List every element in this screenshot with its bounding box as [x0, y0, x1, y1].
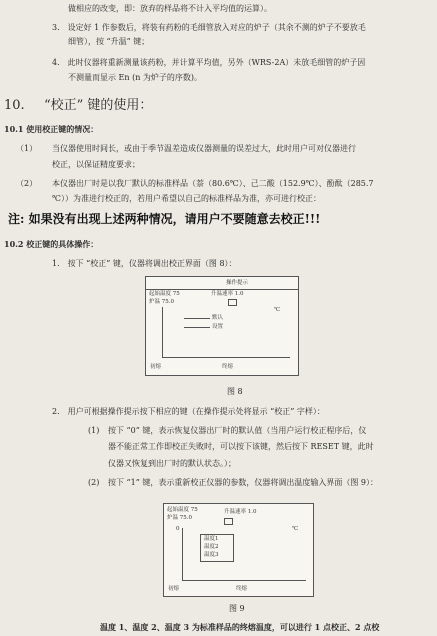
text-line: ℃））为准进行校正的，若用户希望以自己的标准样品为准，亦可进行校正： — [52, 194, 321, 203]
axis-zero: 0 — [176, 526, 180, 532]
subsection-heading: 10.2 校正键的具体操作： — [4, 239, 99, 249]
subsection-heading: 10.1 使用校正键的情况： — [4, 124, 99, 134]
temp1-label: 温度1 — [204, 536, 219, 542]
final-melt-label: 终熔 — [236, 586, 248, 592]
step-text: 2. 用户可根据操作提示按下相应的键（在操作提示处将显示 “校正” 字样）： — [52, 407, 325, 416]
text-line: 按下 “0” 键，表示恢复仪器出厂时的默认值（当用户运行校正程序后，仪 — [108, 426, 367, 435]
legend-line — [184, 318, 210, 319]
text-line: 当仪器使用时间长，或由于季节温差造成仪器测量的误差过大，此时用户可对仪器进行 — [52, 144, 356, 153]
divider — [146, 289, 298, 290]
list-marker: （1） — [16, 144, 38, 153]
unit-label: ℃ — [274, 307, 281, 313]
figure-9-screen — [163, 503, 314, 597]
section-title: “校正” 键的使用： — [44, 98, 153, 113]
x-axis — [182, 580, 306, 581]
rate: 升温速率 1.0 — [224, 509, 257, 515]
y-axis — [162, 307, 163, 357]
rate: 升温速率 1.0 — [211, 291, 244, 297]
hint-label: 操作提示 — [226, 280, 249, 286]
text-line: 仪器又恢复到出厂时的默认状态。）； — [108, 459, 236, 468]
y-axis — [182, 528, 183, 580]
status-box — [228, 299, 237, 306]
figure-8-screen — [145, 276, 299, 376]
start-temp: 起始温度 75 — [167, 507, 198, 513]
list-marker: （2） — [16, 179, 38, 188]
section-number: 10. — [4, 98, 25, 113]
default-label: 默认 — [212, 315, 224, 321]
text-line: 按下 “1” 键，表示重新校正仪器的参数，仪器将调出温度输入界面（图 9）： — [108, 478, 378, 487]
list-marker: (2) — [88, 478, 100, 487]
figure-caption: 图 8 — [227, 387, 243, 396]
temp3-label: 温度3 — [204, 552, 219, 558]
x-axis — [162, 357, 290, 358]
text-line: 校正，以保证精度要求； — [52, 160, 140, 169]
initial-melt-label: 初熔 — [168, 586, 180, 592]
final-melt-label: 终熔 — [222, 364, 234, 370]
start-temp: 起始温度 75 — [149, 291, 180, 297]
legend-line — [184, 327, 210, 328]
temp2-label: 温度2 — [204, 544, 219, 550]
status-box — [224, 518, 233, 525]
unit-label: ℃ — [292, 526, 299, 532]
text-line: 不测量而显示 En (n 为炉子的序数)。 — [68, 73, 203, 82]
actual-label: 设置 — [212, 324, 224, 330]
text-line: 4. 此时仪器将重新测量该药粉，并计算平均值，另外（WRS-2A）未放毛细管的炉子因 — [52, 58, 366, 67]
step-text: 1. 按下 “校正” 键，仪器将调出校正界面（图 8）： — [52, 259, 237, 268]
text-line: 3. 设定好 1 作参数后，将装有药粉的毛细管放入对应的炉子（其余不测的炉子不要放毛 — [52, 23, 366, 32]
text-line: 温度 1、温度 2、温度 3 为标准样品的终熔温度，可以进行 1 点校正、2 点校 — [100, 622, 380, 632]
list-marker: (1) — [88, 426, 100, 435]
initial-melt-label: 初熔 — [150, 364, 162, 370]
warning-note: 注: 如果没有出现上述两种情况，请用户不要随意去校正!!! — [8, 212, 321, 226]
furnace-temp: 炉温 75.0 — [167, 515, 192, 521]
text-line: 本仪器出厂时是以我厂默认的标准样品（萘（80.6℃）、己二酸（152.9℃）、酚酞（285.7 — [52, 179, 374, 188]
furnace-temp: 炉温 75.0 — [149, 299, 174, 305]
text-line: 细管），按 “升温” 键； — [68, 37, 150, 46]
text-line: 做相应的改变，即：放弃的样品将不计入平均值的运算）。 — [68, 4, 272, 13]
figure-caption: 图 9 — [229, 604, 245, 613]
text-line: 器不能正常工作即校正失败时，可以按下该键，然后按下 RESET 键，此时 — [108, 442, 374, 451]
